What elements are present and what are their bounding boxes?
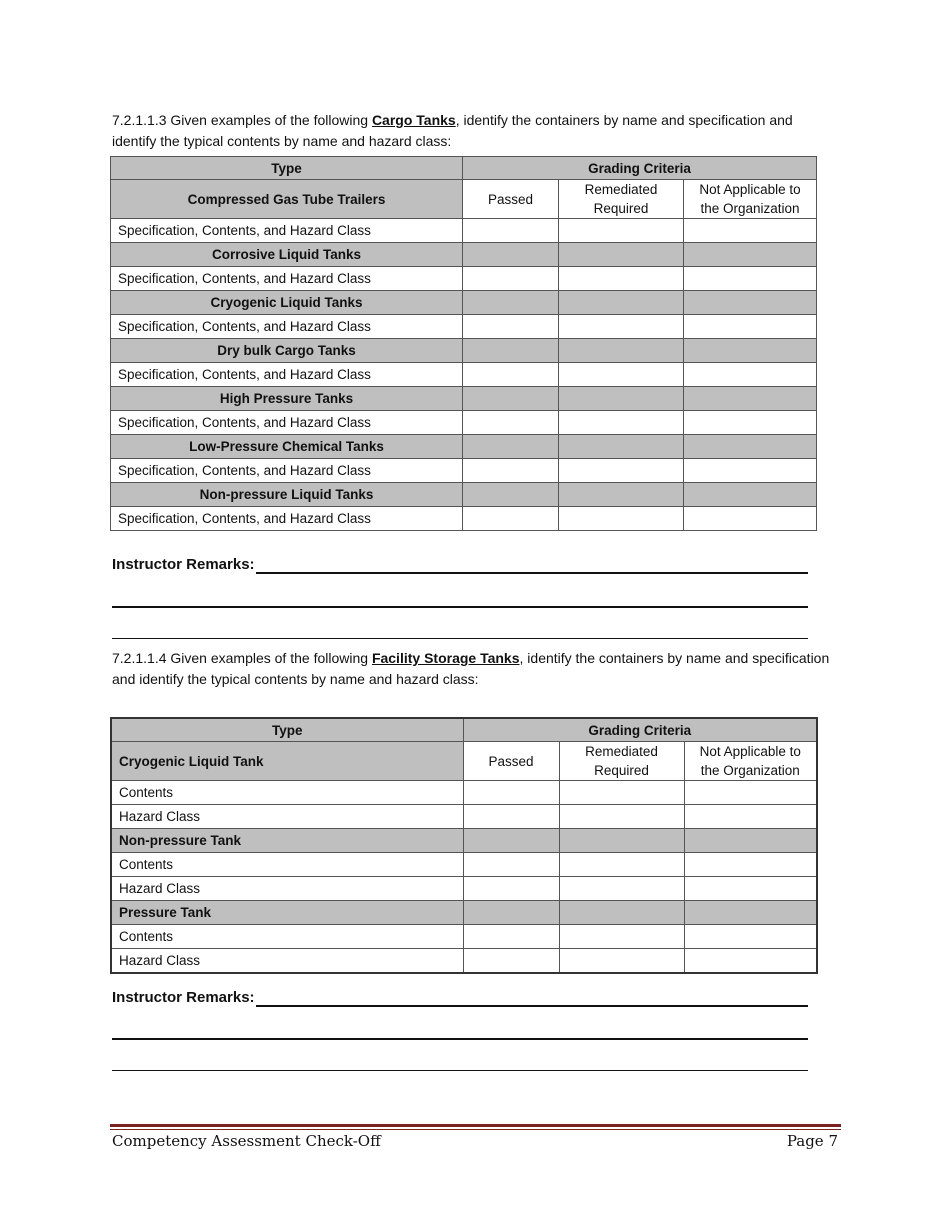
table-row <box>111 363 817 387</box>
passed-cell[interactable] <box>463 949 559 974</box>
passed-column-header: Passed <box>463 742 559 781</box>
table-row <box>111 925 817 949</box>
passed-cell[interactable] <box>463 459 559 483</box>
passed-cell[interactable] <box>463 267 559 291</box>
type-name: Compressed Gas Tube Trailers <box>111 180 463 219</box>
remarks-line[interactable] <box>256 1005 808 1007</box>
row-label: Specification, Contents, and Hazard Class <box>111 219 463 243</box>
remediated-cell[interactable] <box>559 781 684 805</box>
type-name: High Pressure Tanks <box>111 387 463 411</box>
table-row <box>111 267 817 291</box>
not-applicable-cell[interactable] <box>684 781 817 805</box>
table-row <box>111 507 817 531</box>
remediated-cell[interactable] <box>559 949 684 974</box>
not-applicable-cell[interactable] <box>684 507 817 531</box>
row-label: Specification, Contents, and Hazard Class <box>111 411 463 435</box>
type-header: Type <box>111 718 463 742</box>
type-name: Cryogenic Liquid Tanks <box>111 291 463 315</box>
passed-cell[interactable] <box>463 315 559 339</box>
grading-criteria-header: Grading Criteria <box>463 718 817 742</box>
instructor-remarks-label: Instructor Remarks: <box>112 989 255 1006</box>
passed-cell[interactable] <box>463 805 559 829</box>
remarks-line[interactable] <box>112 606 808 608</box>
remediated-cell[interactable] <box>559 877 684 901</box>
footer-rule <box>110 1129 841 1130</box>
passed-cell[interactable] <box>463 507 559 531</box>
remediated-cell[interactable] <box>559 459 684 483</box>
not-applicable-cell[interactable] <box>684 877 817 901</box>
remarks-line[interactable] <box>112 1038 808 1040</box>
not-applicable-cell[interactable] <box>684 363 817 387</box>
row-label: Specification, Contents, and Hazard Class <box>111 363 463 387</box>
remediated-cell[interactable] <box>559 853 684 877</box>
remarks-line[interactable] <box>256 572 808 574</box>
type-header: Type <box>111 157 463 180</box>
not-applicable-cell[interactable] <box>684 805 817 829</box>
type-name: Non-pressure Tank <box>111 829 463 853</box>
remediated-cell[interactable] <box>559 507 684 531</box>
row-label: Specification, Contents, and Hazard Class <box>111 267 463 291</box>
grading-criteria-header: Grading Criteria <box>463 157 817 180</box>
row-label: Specification, Contents, and Hazard Class <box>111 459 463 483</box>
page-number: Page 7 <box>786 1132 838 1150</box>
not-applicable-cell[interactable] <box>684 411 817 435</box>
type-name: Corrosive Liquid Tanks <box>111 243 463 267</box>
table-row <box>111 411 817 435</box>
row-label: Contents <box>111 853 463 877</box>
not-applicable-cell[interactable] <box>684 925 817 949</box>
table-row <box>111 315 817 339</box>
row-label: Hazard Class <box>111 805 463 829</box>
table-row <box>111 877 817 901</box>
remediated-column-header: Remediated Required <box>559 742 684 781</box>
intro-keyword: Facility Storage Tanks <box>371 650 520 666</box>
remediated-cell[interactable] <box>559 805 684 829</box>
remediated-cell[interactable] <box>559 219 684 243</box>
row-label: Hazard Class <box>111 949 463 974</box>
type-name: Non-pressure Liquid Tanks <box>111 483 463 507</box>
row-label: Hazard Class <box>111 877 463 901</box>
passed-cell[interactable] <box>463 925 559 949</box>
passed-column-header: Passed <box>463 180 559 219</box>
intro-text: 7.2.1.1.4 Given examples of the following <box>112 650 372 666</box>
table-row <box>111 459 817 483</box>
passed-cell[interactable] <box>463 411 559 435</box>
not-applicable-cell[interactable] <box>684 949 817 974</box>
table-row <box>111 219 817 243</box>
type-name: Low-Pressure Chemical Tanks <box>111 435 463 459</box>
remediated-cell[interactable] <box>559 363 684 387</box>
intro-keyword: Cargo Tanks <box>371 112 456 128</box>
footer-rule <box>110 1124 841 1127</box>
not-applicable-cell[interactable] <box>684 267 817 291</box>
section-1-intro <box>112 110 840 152</box>
intro-text: , identify the containers by name and specification and identify the typical contents by name and hazard class: <box>112 112 793 149</box>
remediated-column-header: Remediated Required <box>559 180 684 219</box>
passed-cell[interactable] <box>463 853 559 877</box>
remediated-cell[interactable] <box>559 925 684 949</box>
page-footer <box>112 1132 838 1154</box>
intro-text: 7.2.1.1.3 Given examples of the following <box>112 112 372 128</box>
not-applicable-cell[interactable] <box>684 219 817 243</box>
not-applicable-cell[interactable] <box>684 853 817 877</box>
row-label: Contents <box>111 925 463 949</box>
passed-cell[interactable] <box>463 877 559 901</box>
passed-cell[interactable] <box>463 219 559 243</box>
row-label: Contents <box>111 781 463 805</box>
remediated-cell[interactable] <box>559 411 684 435</box>
facility-storage-tanks-table <box>110 717 818 974</box>
row-label: Specification, Contents, and Hazard Class <box>111 315 463 339</box>
remarks-line[interactable] <box>112 1070 808 1071</box>
table-row <box>111 805 817 829</box>
type-name: Cryogenic Liquid Tank <box>111 742 463 781</box>
table-row <box>111 949 817 974</box>
passed-cell[interactable] <box>463 363 559 387</box>
remediated-cell[interactable] <box>559 315 684 339</box>
type-name: Dry bulk Cargo Tanks <box>111 339 463 363</box>
section-2-intro <box>112 648 840 690</box>
type-name: Pressure Tank <box>111 901 463 925</box>
table-row <box>111 853 817 877</box>
not-applicable-column-header: Not Applicable to the Organization <box>684 180 817 219</box>
cargo-tanks-table <box>110 156 817 531</box>
remarks-line[interactable] <box>112 638 808 639</box>
not-applicable-cell[interactable] <box>684 315 817 339</box>
not-applicable-column-header: Not Applicable to the Organization <box>684 742 817 781</box>
footer-title: Competency Assessment Check-Off <box>112 1132 381 1150</box>
passed-cell[interactable] <box>463 781 559 805</box>
table-row <box>111 781 817 805</box>
not-applicable-cell[interactable] <box>684 459 817 483</box>
instructor-remarks-label: Instructor Remarks: <box>112 556 255 573</box>
row-label: Specification, Contents, and Hazard Class <box>111 507 463 531</box>
remediated-cell[interactable] <box>559 267 684 291</box>
intro-text: , identify the containers by name and specification and identify the typical contents by name and hazard class: <box>112 650 830 687</box>
